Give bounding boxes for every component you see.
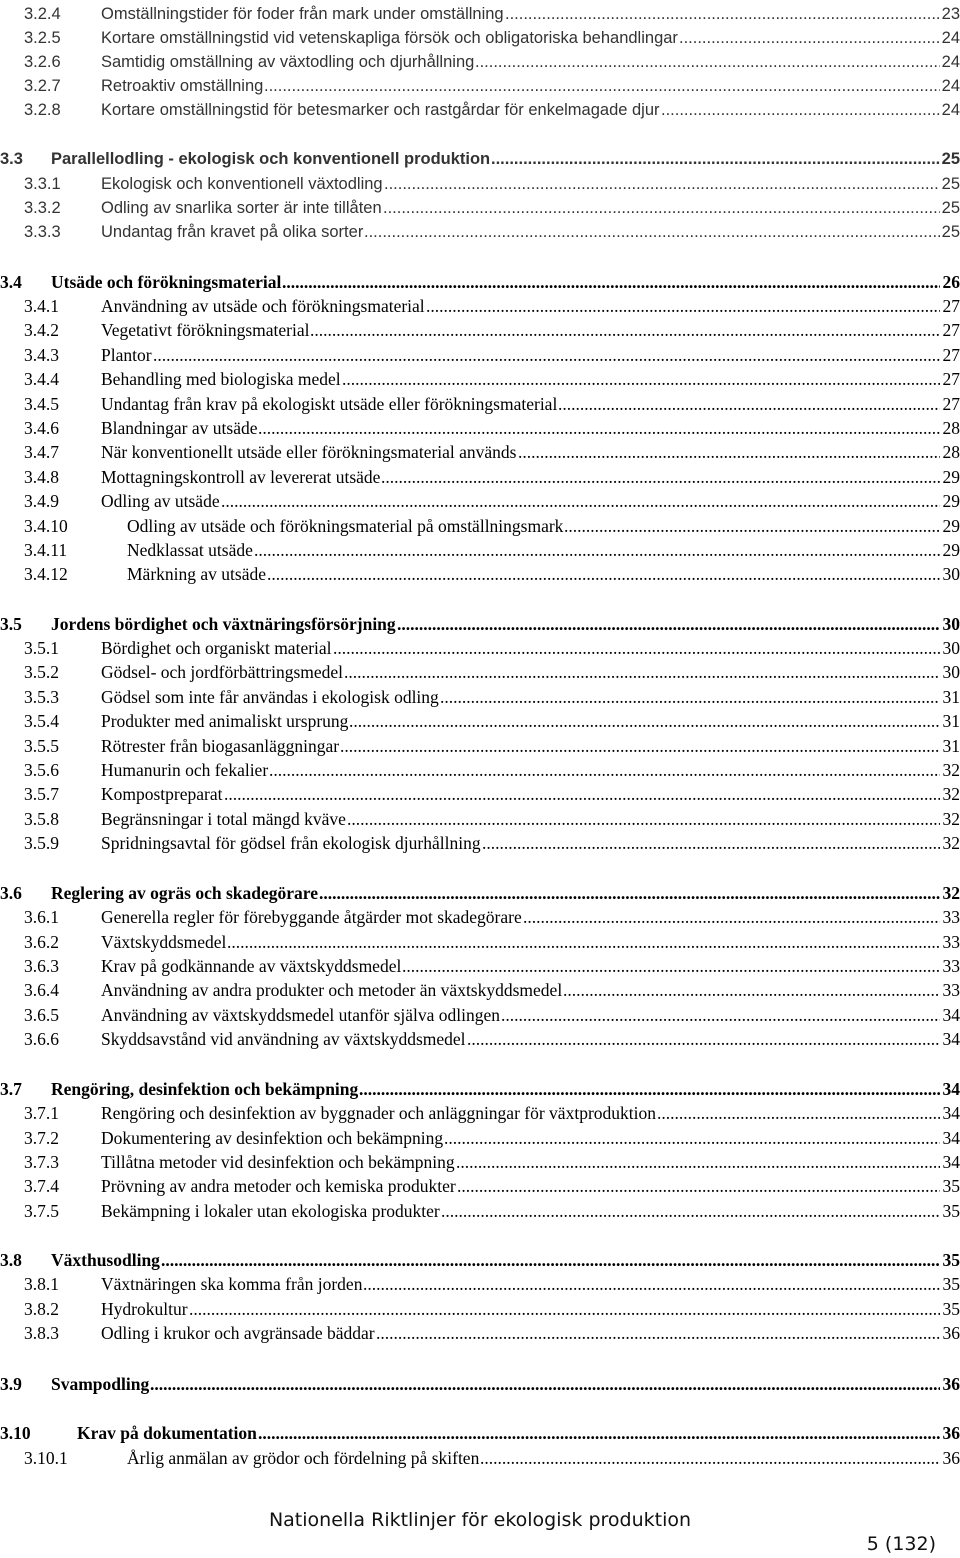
toc-dot-leader (376, 1321, 940, 1345)
toc-entry-page: 29 (942, 540, 960, 560)
toc-dot-leader (224, 782, 940, 806)
toc-entry-number: 3.2.7 (24, 77, 61, 95)
toc-entry-page: 34 (942, 1029, 960, 1049)
toc-entry[interactable] (0, 50, 960, 74)
toc-entry[interactable] (0, 1297, 960, 1321)
toc-entry-page: 35 (942, 1176, 960, 1196)
toc-entry[interactable] (0, 440, 960, 464)
toc-dot-leader (319, 881, 940, 905)
toc-entry-title: Krav på dokumentation (77, 1423, 257, 1443)
toc-entry[interactable] (0, 905, 960, 929)
toc-entry-page: 24 (941, 53, 960, 71)
footer-title: Nationella Riktlinjer för ekologisk produktion (268, 1509, 692, 1531)
toc-dot-leader (475, 50, 940, 74)
toc-entry-number: 3.7.1 (24, 1103, 59, 1123)
toc-entry-number: 3.9 (0, 1374, 22, 1394)
toc-entry[interactable] (0, 416, 960, 440)
toc-entry-page: 30 (942, 564, 960, 584)
toc-entry[interactable] (0, 831, 960, 855)
toc-entry-number: 3.7.3 (24, 1152, 59, 1172)
toc-dot-leader (491, 147, 940, 171)
toc-entry-number: 3.10 (0, 1423, 31, 1443)
toc-entry[interactable] (0, 612, 960, 636)
toc-entry-title: Odling i krukor och avgränsade bäddar (101, 1323, 375, 1343)
toc-entry-page: 34 (942, 1079, 960, 1099)
toc-dot-leader (364, 220, 940, 244)
toc-entry-number: 3.7.4 (24, 1176, 59, 1196)
toc-dot-leader (657, 1101, 940, 1125)
toc-entry-number: 3.5.1 (24, 638, 59, 658)
toc-entry-number: 3.8.1 (24, 1274, 59, 1294)
toc-entry-number: 3.4.8 (24, 467, 59, 487)
toc-entry-page: 32 (942, 760, 960, 780)
toc-entry-title: Användning av utsäde och förökningsmaterial (101, 296, 425, 316)
toc-entry-number: 3.7.5 (24, 1201, 59, 1221)
toc-dot-leader (467, 1027, 940, 1051)
toc-entry-title: Mottagningskontroll av levererat utsäde (101, 467, 381, 487)
toc-entry[interactable] (0, 807, 960, 831)
toc-entry[interactable] (0, 1272, 960, 1296)
toc-entry-page: 36 (942, 1423, 960, 1443)
toc-entry-page: 35 (942, 1299, 960, 1319)
toc-entry[interactable] (0, 318, 960, 342)
toc-entry-number: 3.6.1 (24, 907, 59, 927)
toc-entry-title: Tillåtna metoder vid desinfektion och bekämpning (101, 1152, 455, 1172)
toc-entry-title: Bekämpning i lokaler utan ekologiska produkter (101, 1201, 440, 1221)
toc-entry-number: 3.5.6 (24, 760, 59, 780)
toc-entry-page: 35 (942, 1274, 960, 1294)
toc-entry[interactable] (0, 954, 960, 978)
toc-entry-page: 34 (942, 1103, 960, 1123)
toc-entry-page: 33 (942, 932, 960, 952)
toc-entry-number: 3.6.5 (24, 1005, 59, 1025)
toc-entry[interactable] (0, 734, 960, 758)
toc-entry-title: Användning av växtskyddsmedel utanför själva odlingen (101, 1005, 501, 1025)
toc-entry-page: 25 (941, 175, 960, 193)
toc-dot-leader (384, 172, 940, 196)
toc-entry-number: 3.5.7 (24, 784, 59, 804)
toc-entry[interactable] (0, 1077, 960, 1101)
toc-entry[interactable] (0, 465, 960, 489)
toc-dot-leader (221, 489, 940, 513)
toc-entry[interactable] (0, 1372, 960, 1396)
toc-entry-page: 35 (942, 1250, 960, 1270)
toc-entry[interactable] (0, 1321, 960, 1345)
toc-entry-title: Behandling med biologiska medel (101, 369, 341, 389)
toc-entry-page: 29 (942, 516, 960, 536)
toc-entry-title: När konventionellt utsäde eller förökningsmaterial används (101, 442, 517, 462)
toc-entry-title: Skyddsavstånd vid användning av växtskyddsmedel (101, 1029, 466, 1049)
toc-entry-title: Ekologisk och konventionell växtodling (101, 175, 383, 193)
toc-dot-leader (563, 978, 940, 1002)
toc-entry[interactable] (0, 220, 960, 244)
toc-entry[interactable] (0, 294, 960, 318)
toc-entry-page: 28 (942, 418, 960, 438)
toc-entry-page: 34 (942, 1005, 960, 1025)
toc-entry[interactable] (0, 1150, 960, 1174)
toc-dot-leader (564, 514, 940, 538)
toc-dot-leader (456, 1150, 940, 1174)
toc-entry[interactable] (0, 636, 960, 660)
toc-dot-leader (457, 1174, 940, 1198)
toc-dot-leader (340, 734, 940, 758)
toc-entry[interactable] (0, 1126, 960, 1150)
toc-entry-number: 3.8.3 (24, 1323, 59, 1343)
toc-entry-title: Samtidig omställning av växtodling och djurhållning (101, 53, 475, 71)
toc-entry-title: Prövning av andra metoder och kemiska produkter (101, 1176, 456, 1196)
toc-entry-page: 32 (942, 784, 960, 804)
footer-page-number: 5 (132) (866, 1533, 936, 1555)
toc-entry[interactable] (0, 147, 960, 171)
toc-dot-leader (150, 1372, 940, 1396)
toc-entry-title: Reglering av ogräs och skadegörare (51, 883, 319, 903)
toc-entry-title: Krav på godkännande av växtskyddsmedel (101, 956, 402, 976)
toc-entry[interactable] (0, 1199, 960, 1223)
toc-entry[interactable] (0, 1003, 960, 1027)
toc-entry[interactable] (0, 98, 960, 122)
toc-entry-title: Jordens bördighet och växtnäringsförsörjning (51, 614, 396, 634)
toc-entry-number: 3.4 (0, 272, 22, 292)
toc-dot-leader (523, 905, 940, 929)
toc-entry-number: 3.5.8 (24, 809, 59, 829)
toc-dot-leader (342, 367, 940, 391)
toc-entry[interactable] (0, 367, 960, 391)
toc-entry-page: 31 (942, 711, 960, 731)
toc-dot-leader (359, 1077, 940, 1101)
toc-entry-page: 28 (942, 442, 960, 462)
toc-entry-page: 34 (942, 1128, 960, 1148)
toc-entry-page: 24 (941, 77, 960, 95)
toc-entry-title: Växthusodling (51, 1250, 160, 1270)
toc-dot-leader (679, 26, 940, 50)
toc-entry[interactable] (0, 26, 960, 50)
toc-entry[interactable] (0, 538, 960, 562)
toc-entry[interactable] (0, 489, 960, 513)
toc-dot-leader (397, 612, 940, 636)
toc-entry-number: 3.5.2 (24, 662, 59, 682)
toc-entry-page: 25 (941, 150, 960, 168)
toc-entry-page: 27 (942, 345, 960, 365)
toc-entry-page: 31 (942, 687, 960, 707)
toc-entry-title: Gödsel- och jordförbättringsmedel (101, 662, 344, 682)
toc-entry-number: 3.5.9 (24, 833, 59, 853)
toc-entry[interactable] (0, 1446, 960, 1470)
toc-dot-leader (505, 2, 940, 26)
toc-entry-number: 3.3.3 (24, 223, 61, 241)
toc-entry[interactable] (0, 709, 960, 733)
toc-entry-page: 25 (941, 223, 960, 241)
toc-entry-number: 3.4.7 (24, 442, 59, 462)
toc-entry-number: 3.6.4 (24, 980, 59, 1000)
toc-dot-leader (264, 74, 940, 98)
toc-dot-leader (482, 831, 940, 855)
toc-entry-title: Humanurin och fekalier (101, 760, 269, 780)
toc-entry-number: 3.6 (0, 883, 22, 903)
toc-entry-number: 3.2.4 (24, 5, 61, 23)
toc-dot-leader (282, 270, 940, 294)
toc-entry-page: 33 (942, 980, 960, 1000)
toc-entry[interactable] (0, 930, 960, 954)
toc-entry-page: 30 (942, 638, 960, 658)
toc-entry-title: Odling av snarlika sorter är inte tillåten (101, 199, 382, 217)
toc-entry-title: Svampodling (51, 1374, 150, 1394)
toc-dot-leader (153, 343, 940, 367)
toc-entry-title: Plantor (101, 345, 152, 365)
toc-entry-page: 32 (942, 883, 960, 903)
toc-entry-title: Undantag från krav på ekologiskt utsäde eller förökningsmaterial (101, 394, 558, 414)
toc-entry-number: 3.5.4 (24, 711, 59, 731)
toc-entry-number: 3.4.12 (24, 564, 68, 584)
toc-entry-number: 3.4.11 (24, 540, 68, 560)
toc-entry[interactable] (0, 514, 960, 538)
toc-entry-page: 29 (942, 467, 960, 487)
toc-entry[interactable] (0, 270, 960, 294)
toc-entry-title: Produkter med animaliskt ursprung (101, 711, 349, 731)
toc-entry-title: Hydrokultur (101, 1299, 188, 1319)
toc-entry-page: 36 (942, 1448, 960, 1468)
toc-entry-page: 35 (942, 1201, 960, 1221)
toc-entry-number: 3.4.3 (24, 345, 59, 365)
toc-entry-page: 32 (942, 809, 960, 829)
toc-entry-number: 3.7.2 (24, 1128, 59, 1148)
toc-dot-leader (440, 685, 940, 709)
toc-dot-leader (254, 538, 940, 562)
toc-entry-title: Dokumentering av desinfektion och bekämpning (101, 1128, 444, 1148)
toc-dot-leader (344, 660, 940, 684)
toc-dot-leader (161, 1248, 940, 1272)
toc-entry-number: 3.2.8 (24, 101, 61, 119)
toc-entry-number: 3.6.2 (24, 932, 59, 952)
toc-dot-leader (258, 416, 940, 440)
toc-entry-number: 3.6.3 (24, 956, 59, 976)
toc-dot-leader (480, 1446, 940, 1470)
toc-entry-number: 3.5.5 (24, 736, 59, 756)
toc-entry-page: 33 (942, 956, 960, 976)
toc-entry[interactable] (0, 881, 960, 905)
toc-dot-leader (347, 807, 940, 831)
toc-entry-title: Spridningsavtal för gödsel från ekologisk djurhållning (101, 833, 481, 853)
toc-entry-title: Rengöring, desinfektion och bekämpning (51, 1079, 359, 1099)
toc-entry[interactable] (0, 172, 960, 196)
toc-entry-number: 3.4.10 (24, 516, 68, 536)
toc-entry-page: 33 (942, 907, 960, 927)
toc-dot-leader (383, 196, 940, 220)
toc-entry[interactable] (0, 1248, 960, 1272)
toc-dot-leader (267, 562, 940, 586)
toc-dot-leader (269, 758, 940, 782)
toc-dot-leader (444, 1126, 940, 1150)
toc-entry-page: 24 (941, 101, 960, 119)
toc-entry-page: 26 (942, 272, 960, 292)
toc-entry-number: 3.3.2 (24, 199, 61, 217)
toc-dot-leader (501, 1003, 940, 1027)
toc-entry-number: 3.4.4 (24, 369, 59, 389)
toc-dot-leader (227, 930, 940, 954)
toc-entry-number: 3.10.1 (24, 1448, 68, 1468)
toc-entry-page: 27 (942, 320, 960, 340)
toc-entry-number: 3.2.6 (24, 53, 61, 71)
toc-entry-title: Årlig anmälan av grödor och fördelning på skiften (127, 1448, 480, 1468)
toc-entry[interactable] (0, 2, 960, 26)
toc-entry-number: 3.5 (0, 614, 22, 634)
toc-entry-page: 27 (942, 394, 960, 414)
toc-entry[interactable] (0, 1421, 960, 1445)
toc-entry-title: Retroaktiv omställning (101, 77, 264, 95)
toc-entry-page: 27 (942, 369, 960, 389)
toc-entry-page: 30 (942, 614, 960, 634)
toc-entry-title: Växtskyddsmedel (101, 932, 227, 952)
toc-dot-leader (402, 954, 940, 978)
toc-entry-title: Odling av utsäde (101, 491, 220, 511)
toc-entry-title: Nedklassat utsäde (127, 540, 253, 560)
toc-entry-number: 3.8.2 (24, 1299, 59, 1319)
toc-entry-title: Utsäde och förökningsmaterial (51, 272, 282, 292)
toc-entry-title: Kortare omställningstid vid vetenskapliga försök och obligatoriska behandlingar (101, 29, 678, 47)
toc-entry-title: Odling av utsäde och förökningsmaterial på omställningsmark (127, 516, 564, 536)
toc-dot-leader (349, 709, 940, 733)
toc-entry[interactable] (0, 196, 960, 220)
toc-entry-number: 3.4.2 (24, 320, 59, 340)
toc-entry-page: 27 (942, 296, 960, 316)
toc-entry-number: 3.4.6 (24, 418, 59, 438)
toc-entry-number: 3.4.5 (24, 394, 59, 414)
toc-entry[interactable] (0, 392, 960, 416)
toc-dot-leader (441, 1199, 940, 1223)
toc-entry-page: 34 (942, 1152, 960, 1172)
toc-entry-page: 29 (942, 491, 960, 511)
toc-entry[interactable] (0, 1027, 960, 1051)
toc-entry-number: 3.4.1 (24, 296, 59, 316)
toc-entry-page: 36 (942, 1374, 960, 1394)
toc-dot-leader (518, 440, 940, 464)
toc-entry-number: 3.5.3 (24, 687, 59, 707)
toc-dot-leader (333, 636, 940, 660)
toc-entry-page: 23 (941, 5, 960, 23)
toc-entry[interactable] (0, 978, 960, 1002)
toc-dot-leader (558, 392, 940, 416)
toc-entry-title: Bördighet och organiskt material (101, 638, 332, 658)
toc-entry-page: 24 (941, 29, 960, 47)
toc-entry-title: Märkning av utsäde (127, 564, 266, 584)
toc-entry-title: Parallellodling - ekologisk och konventionell produktion (51, 150, 491, 168)
toc-entry-title: Rengöring och desinfektion av byggnader och anläggningar för växtproduktion (101, 1103, 656, 1123)
toc-entry-title: Begränsningar i total mängd kväve (101, 809, 346, 829)
toc-entry[interactable] (0, 782, 960, 806)
toc-entry-title: Vegetativt förökningsmaterial (101, 320, 310, 340)
toc-entry-page: 32 (942, 833, 960, 853)
toc-entry-title: Användning av andra produkter och metoder än växtskyddsmedel (101, 980, 563, 1000)
toc-entry-page: 30 (942, 662, 960, 682)
toc-entry[interactable] (0, 1101, 960, 1125)
toc-entry-title: Rötrester från biogasanläggningar (101, 736, 340, 756)
toc-dot-leader (661, 98, 940, 122)
toc-dot-leader (426, 294, 940, 318)
toc-entry-title: Undantag från kravet på olika sorter (101, 223, 364, 241)
toc-dot-leader (381, 465, 940, 489)
toc-entry-number: 3.2.5 (24, 29, 61, 47)
toc-entry-number: 3.4.9 (24, 491, 59, 511)
toc-dot-leader (363, 1272, 940, 1296)
toc-entry-number: 3.8 (0, 1250, 22, 1270)
toc-entry[interactable] (0, 758, 960, 782)
toc-entry[interactable] (0, 660, 960, 684)
toc-entry-title: Kompostpreparat (101, 784, 223, 804)
toc-entry-number: 3.3.1 (24, 175, 61, 193)
toc-entry-title: Gödsel som inte får användas i ekologisk odling (101, 687, 439, 707)
toc-dot-leader (310, 318, 940, 342)
toc-dot-leader (189, 1297, 940, 1321)
toc-entry[interactable] (0, 343, 960, 367)
toc-entry-title: Generella regler för förebyggande åtgärder mot skadegörare (101, 907, 522, 927)
toc-entry[interactable] (0, 1174, 960, 1198)
toc-entry-number: 3.6.6 (24, 1029, 59, 1049)
toc-entry-title: Blandningar av utsäde (101, 418, 258, 438)
toc-entry-page: 31 (942, 736, 960, 756)
toc-entry-title: Kortare omställningstid för betesmarker och rastgårdar för enkelmagade djur (101, 101, 660, 119)
toc-entry-number: 3.3 (0, 150, 23, 168)
toc-entry[interactable] (0, 562, 960, 586)
toc-entry-number: 3.7 (0, 1079, 22, 1099)
toc-entry-page: 36 (942, 1323, 960, 1343)
toc-entry[interactable] (0, 74, 960, 98)
toc-entry[interactable] (0, 685, 960, 709)
toc-entry-title: Växtnäringen ska komma från jorden (101, 1274, 363, 1294)
toc-dot-leader (258, 1421, 940, 1445)
toc-entry-page: 25 (941, 199, 960, 217)
toc-entry-title: Omställningstider för foder från mark under omställning (101, 5, 504, 23)
